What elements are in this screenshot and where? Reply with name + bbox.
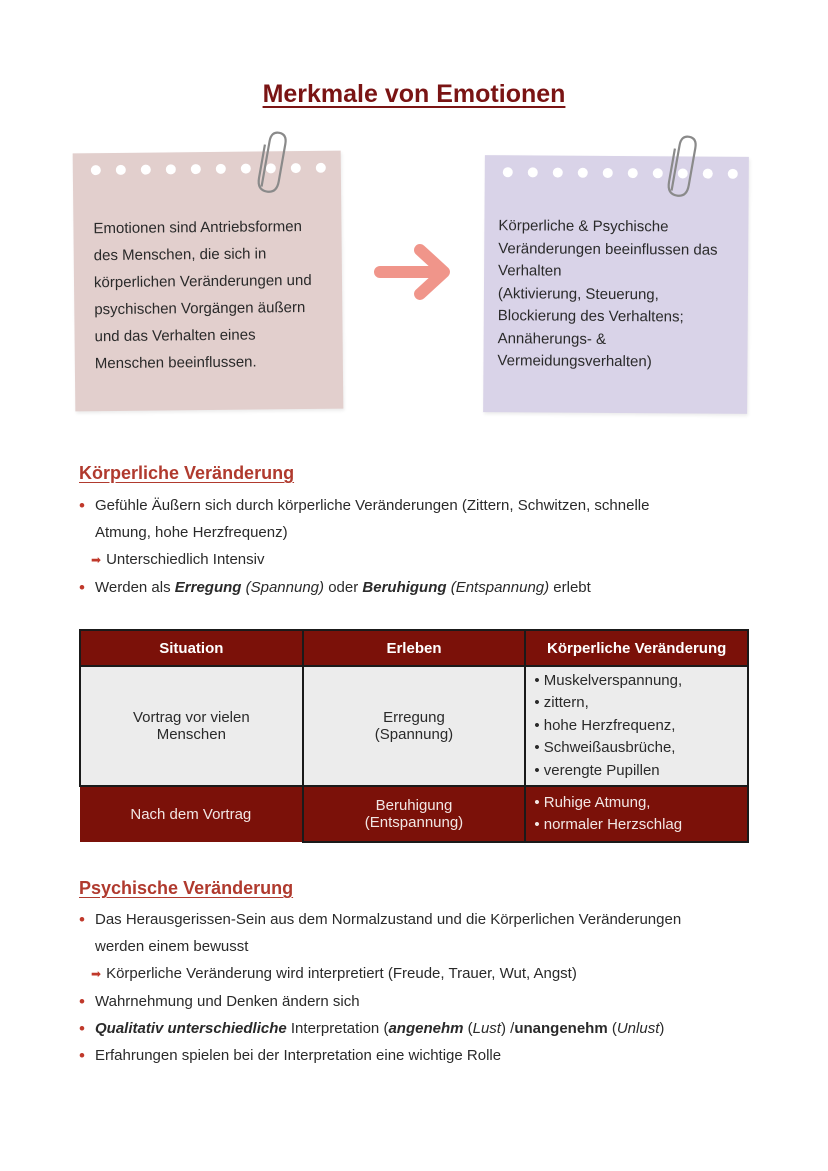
list-subitem: ➡ Körperliche Veränderung wird interpretiert (Freude, Trauer, Wut, Angst): [91, 965, 577, 982]
table-cell: Beruhigung (Entspannung): [303, 786, 526, 842]
table-cell: Erregung (Spannung): [303, 666, 526, 786]
emotion-table: [79, 629, 749, 843]
list-item: • Wahrnehmung und Denken ändern sich: [79, 988, 759, 1015]
note-holes: [91, 163, 326, 175]
note-effects: [483, 155, 749, 414]
section-heading-koerperlich: Körperliche Veränderung: [79, 463, 295, 483]
table-header-row: [80, 630, 748, 666]
table-header: Erleben: [303, 630, 526, 666]
arrow-icon: ➡: [91, 967, 102, 981]
list-subitem: ➡ Unterschiedlich Intensiv: [91, 551, 265, 568]
table-cell: Vortrag vor vielen Menschen: [80, 666, 303, 786]
section-heading-psychisch: Psychische Veränderung: [79, 878, 294, 898]
table-cell: Nach dem Vortrag: [80, 786, 303, 842]
page-title: Merkmale von Emotionen: [262, 80, 566, 108]
table-row: [80, 786, 748, 842]
table-cell: • Ruhige Atmung, • normaler Herzschlag: [525, 786, 748, 842]
note-effects-text: Körperliche & Psychische Veränderungen beeinflussen das Verhalten (Aktivierung, Steuerung, Blockierung des Verhaltens; Annäherungs- & Vermeidungsverhalten): [497, 217, 718, 371]
note-holes: [503, 167, 738, 179]
arrow-icon: ➡: [91, 553, 102, 567]
table-header: Körperliche Veränderung: [525, 630, 748, 666]
table-cell: • Muskelverspannung, • zittern, • hohe Herzfrequenz, • Schweißausbrüche, • verengte Pupillen: [525, 666, 748, 786]
paperclip-icon: [664, 130, 700, 202]
note-definition-text: Emotionen sind Antriebsformen des Menschen, die sich in körperlichen Veränderungen und psychischen Vorgängen äußern und das Verhalten eines Menschen beeinflussen.: [93, 218, 312, 373]
list-item: • Werden als Erregung (Spannung) oder Beruhigung (Entspannung) erlebt: [79, 574, 759, 601]
table-row: [80, 666, 748, 786]
list-item: • Das Herausgerissen-Sein aus dem Normalzustand und die Körperlichen Veränderungen werden einem bewusst: [79, 906, 759, 960]
note-definition: [73, 151, 344, 412]
right-arrow-icon: [372, 242, 456, 306]
psychisch-list: [79, 906, 759, 1069]
koerperlich-list: [79, 492, 759, 601]
list-item: • Gefühle Äußern sich durch körperliche Veränderungen (Zittern, Schwitzen, schnelle Atmung, hohe Herzfrequenz): [79, 492, 759, 546]
list-item: • Qualitativ unterschiedliche Interpretation (angenehm (Lust) /unangenehm (Unlust): [79, 1015, 759, 1042]
paperclip-icon: [254, 126, 290, 198]
list-item: • Erfahrungen spielen bei der Interpretation eine wichtige Rolle: [79, 1042, 759, 1069]
table-header: Situation: [80, 630, 303, 666]
